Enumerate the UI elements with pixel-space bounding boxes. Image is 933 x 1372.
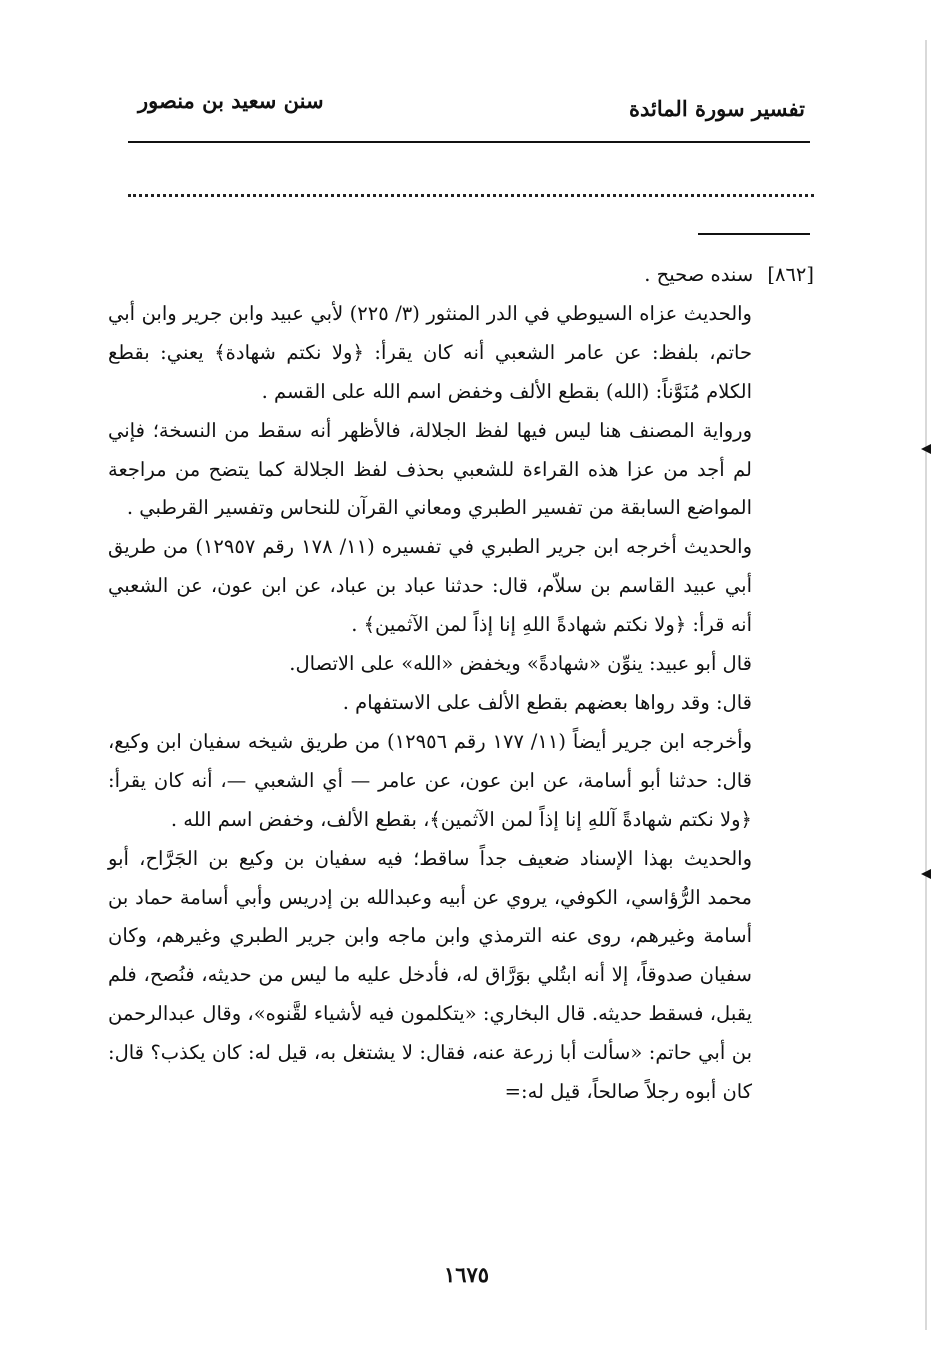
omission-dotted-line <box>128 194 814 197</box>
note-paragraph: قال: وقد رواها بعضهم بقطع الألف على الاستفهام . <box>342 690 752 714</box>
note-paragraph: وأخرجه ابن جرير أيضاً (١١/ ١٧٧ رقم ١٢٩٥٦) من طريق شيخه سفيان ابن وكيع، قال: حدثنا أبو أسامة، عن ابن عون، عن عامر — أي الشعبي —، أنه كان يقرأ: ﴿ولا نكتم شهادةً آللهِ إنا إذاً لمن الآثمين﴾، بقطع الألف، وخفض اسم الله . <box>108 729 752 831</box>
footnote-separator <box>698 233 810 235</box>
running-header-book-title: سنن سعيد بن منصور <box>138 88 324 113</box>
note-paragraph: ورواية المصنف هنا ليس فيها لفظ الجلالة، فالأظهر أنه سقط من النسخة؛ فإني لم أجد من عزا هذه القراءة للشعبي بحذف لفظ الجلالة كما يتضح من مراجعة المواضع السابقة من تفسير الطبري ومعاني القرآن للنحاس وتفسير القرطبي . <box>108 418 752 520</box>
scan-edge <box>925 40 927 1330</box>
margin-mark <box>921 444 931 454</box>
header-rule <box>128 141 810 143</box>
margin-mark <box>921 869 931 879</box>
note-paragraph: والحديث عزاه السيوطي في الدر المنثور (٣/ ٢٢٥) لأبي عبيد وابن جرير وابن أبي حاتم، بلفظ: عن عامر الشعبي أنه كان يقرأ: ﴿ولا نكتم شهادة﴾ يعني: بقطع الكلام مُنَوَّناً: (الله) بقطع الألف وخفض اسم الله على القسم . <box>108 301 752 403</box>
note-paragraph: قال أبو عبيد: ينوِّن «شهادةً» ويخفض «الله» على الاتصال. <box>289 652 752 676</box>
note-first-line <box>108 256 814 295</box>
note-number: [٨٦٢] <box>767 263 814 286</box>
note-line: سنده صحيح . <box>644 263 754 286</box>
page-number: ١٦٧٥ <box>443 1262 490 1287</box>
running-header-section-title: تفسير سورة المائدة <box>629 96 805 121</box>
note-paragraph: والحديث بهذا الإسناد ضعيف جداً ساقط؛ فيه سفيان بن وكيع بن الجَرَّاح، أبو محمد الرُّؤاسي، الكوفي، يروي عن أبيه وعبدالله بن إدريس وأبي أسامة حماد بن أسامة وغيرهم، روى عنه الترمذي وابن ماجه وابن جرير الطبري وغيرهم، وكان سفيان صدوقاً، إلا أنه ابتُلي بوَرَّاق له، فأدخل عليه ما ليس من حديثه، فنُصح، فلم يقبل، فسقط حديثه. قال البخاري: «يتكلمون فيه لأشياء لقَّنوه»، وقال عبدالرحمن بن أبي حاتم: «سألت أبا زرعة عنه، فقال: لا يشتغل به، قيل له: كان يكذب؟ قال: كان أبوه رجلاً صالحاً، قيل له:= <box>108 846 752 1104</box>
commentary-text <box>108 256 814 1112</box>
note-paragraph: والحديث أخرجه ابن جرير الطبري في تفسيره (١١/ ١٧٨ رقم ١٢٩٥٧) من طريق أبي عبيد القاسم بن سلاّم، قال: حدثنا عباد بن عباد، عن ابن عون، عن الشعبي أنه قرأ: ﴿ولا نكتم شهادةً اللهِ إنا إذاً لمن الآثمين﴾ . <box>108 535 752 637</box>
